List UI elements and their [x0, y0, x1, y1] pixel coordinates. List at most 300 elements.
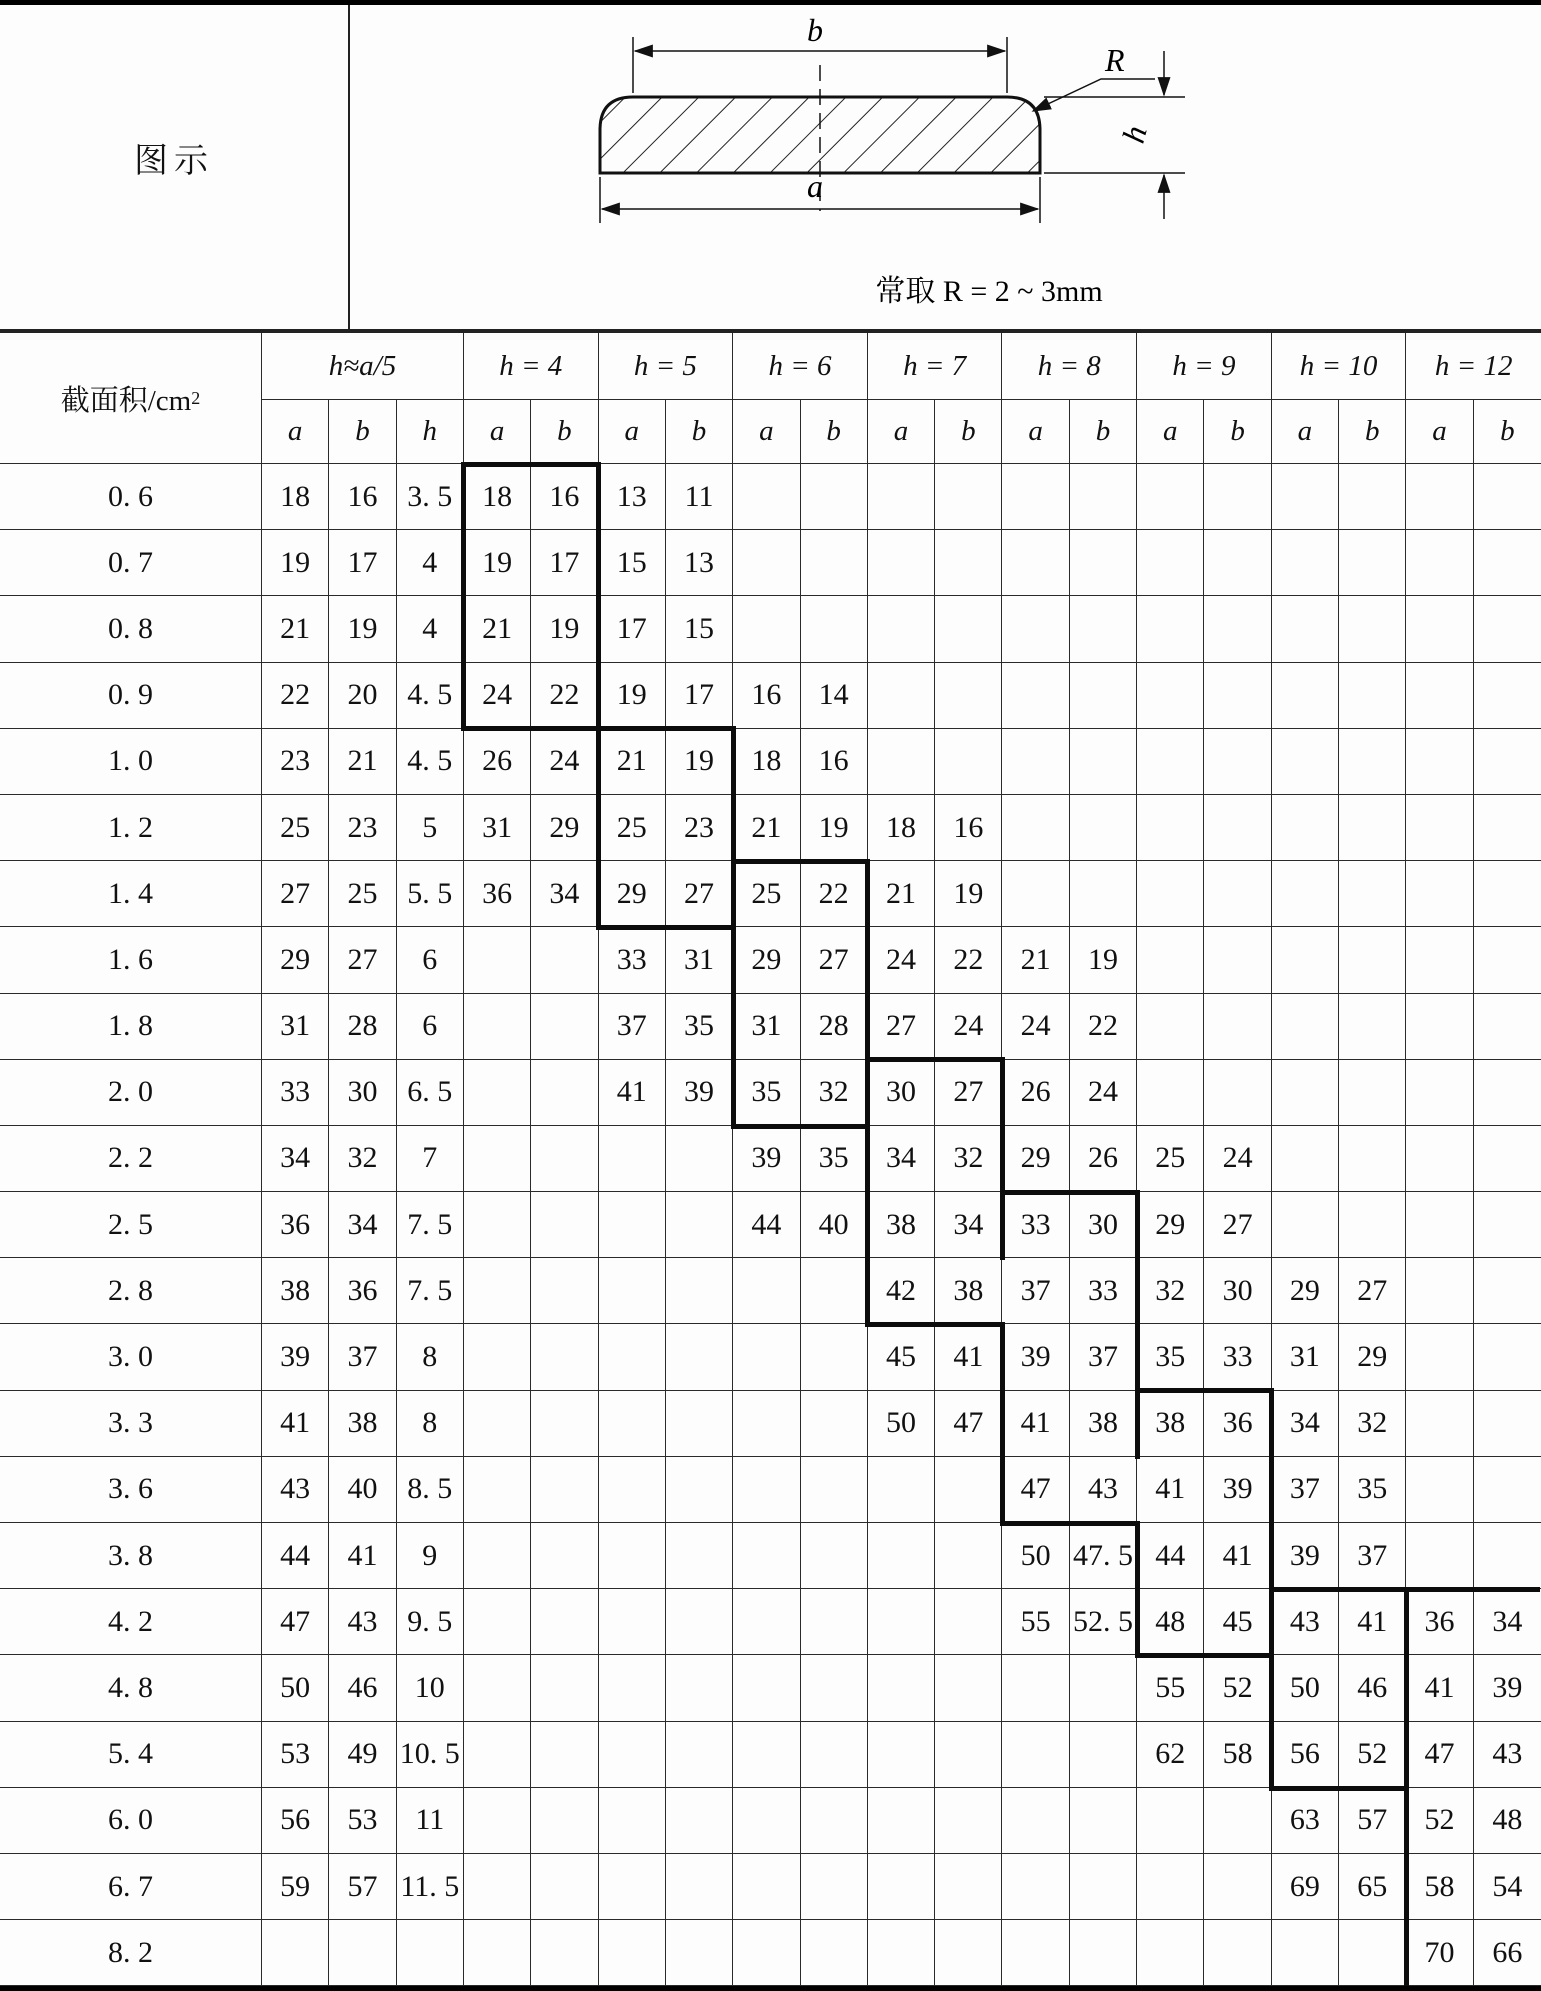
table-cell: [1204, 729, 1271, 795]
table-cell: [1406, 1126, 1473, 1192]
table-cell: 41: [329, 1523, 396, 1589]
table-cell: [801, 1920, 868, 1986]
table-cell: [1406, 596, 1473, 662]
table-cell: 41: [599, 1060, 666, 1126]
table-cell: 41: [1339, 1589, 1406, 1655]
table-cell: 43: [262, 1457, 329, 1523]
table-cell: [1474, 1192, 1541, 1258]
staircase-thick-line: [1404, 1654, 1409, 1724]
table-cell: 46: [329, 1655, 396, 1721]
staircase-thick-line: [1404, 1587, 1409, 1657]
staircase-thick-line: [865, 925, 870, 995]
table-cell: [1070, 1920, 1137, 1986]
table-cell: [666, 1854, 733, 1920]
table-cell: 45: [1204, 1589, 1271, 1655]
table-cell: 57: [1339, 1788, 1406, 1854]
table-cell: [733, 1589, 800, 1655]
row-label: 1. 0: [0, 729, 262, 795]
table-cell: 18: [262, 464, 329, 530]
table-cell: 52: [1204, 1655, 1271, 1721]
area-column-header: 截面积/cm 2: [0, 333, 262, 464]
group-header-h5: h = 5: [599, 333, 734, 400]
table-cell: [1002, 464, 1069, 530]
sub-header: a: [733, 400, 800, 464]
table-cell: 4. 5: [397, 729, 464, 795]
table-cell: 11. 5: [397, 1854, 464, 1920]
table-cell: [1137, 530, 1204, 596]
table-cell: 38: [1137, 1391, 1204, 1457]
row-label: 1. 4: [0, 861, 262, 927]
table-cell: [1406, 927, 1473, 993]
staircase-thick-line: [596, 793, 601, 863]
table-cell: 35: [733, 1060, 800, 1126]
table-cell: [1002, 663, 1069, 729]
staircase-thick-line: [865, 992, 870, 1062]
table-cell: 47: [1002, 1457, 1069, 1523]
table-cell: [531, 1589, 598, 1655]
table-cell: 23: [329, 795, 396, 861]
diagram-section-label: 图示: [134, 143, 214, 180]
table-cell: 33: [1002, 1192, 1069, 1258]
staircase-thick-line: [865, 1190, 870, 1260]
table-cell: [464, 1192, 531, 1258]
table-cell: [733, 1722, 800, 1788]
table-cell: [1406, 1457, 1473, 1523]
sub-header: a: [1137, 400, 1204, 464]
row-label: 3. 3: [0, 1391, 262, 1457]
sub-header: b: [666, 400, 733, 464]
row-label: 0. 8: [0, 596, 262, 662]
staircase-thick-line: [1000, 1124, 1005, 1194]
table-cell: 39: [1272, 1523, 1339, 1589]
table-cell: [464, 927, 531, 993]
table-cell: 16: [733, 663, 800, 729]
table-cell: [1137, 861, 1204, 927]
row-label: 3. 6: [0, 1457, 262, 1523]
table-cell: 19: [531, 596, 598, 662]
table-cell: [1137, 795, 1204, 861]
table-cell: [1137, 596, 1204, 662]
table-cell: [1204, 795, 1271, 861]
sub-header: a: [1272, 400, 1339, 464]
table-cell: [868, 729, 935, 795]
table-cell: 33: [599, 927, 666, 993]
table-cell: 39: [1002, 1324, 1069, 1390]
table-cell: [868, 1523, 935, 1589]
table-cell: [1272, 927, 1339, 993]
table-cell: 10. 5: [397, 1722, 464, 1788]
staircase-thick-line: [1269, 1521, 1274, 1591]
table-cell: 49: [329, 1722, 396, 1788]
table-cell: [1002, 1722, 1069, 1788]
table-cell: [801, 530, 868, 596]
table-cell: [1002, 1788, 1069, 1854]
table-cell: [1406, 1324, 1473, 1390]
table-cell: 25: [329, 861, 396, 927]
table-cell: 62: [1137, 1722, 1204, 1788]
table-cell: [1070, 530, 1137, 596]
table-cell: 38: [868, 1192, 935, 1258]
table-cell: 29: [1339, 1324, 1406, 1390]
table-cell: 9. 5: [397, 1589, 464, 1655]
table-cell: [1137, 464, 1204, 530]
table-cell: 17: [666, 663, 733, 729]
table-cell: 21: [329, 729, 396, 795]
table-cell: 33: [262, 1060, 329, 1126]
staircase-thick-line: [1135, 1521, 1140, 1591]
staircase-thick-line: [1404, 1720, 1409, 1790]
table-cell: 41: [262, 1391, 329, 1457]
table-cell: [464, 1589, 531, 1655]
table-cell: [531, 1126, 598, 1192]
staircase-thick-line: [1269, 1587, 1540, 1592]
table-cell: 27: [801, 927, 868, 993]
staircase-thick-line: [1000, 1521, 1140, 1526]
table-cell: [1406, 795, 1473, 861]
table-cell: [801, 1391, 868, 1457]
table-cell: 37: [1070, 1324, 1137, 1390]
staircase-thick-line: [461, 462, 466, 532]
group-header-h12: h = 12: [1406, 333, 1541, 400]
table-cell: [868, 530, 935, 596]
group-header-ha5: h≈a/5: [262, 333, 464, 400]
table-cell: 21: [599, 729, 666, 795]
a-dimension-label: a: [807, 168, 823, 204]
staircase-thick-line: [1269, 1786, 1409, 1791]
table-cell: 32: [801, 1060, 868, 1126]
staircase-thick-line: [1135, 1388, 1275, 1393]
table-cell: [666, 1457, 733, 1523]
table-cell: 32: [329, 1126, 396, 1192]
table-cell: [1272, 663, 1339, 729]
table-cell: 26: [464, 729, 531, 795]
sub-header: b: [329, 400, 396, 464]
table-cell: [868, 1854, 935, 1920]
table-cell: [1272, 795, 1339, 861]
table-cell: 27: [935, 1060, 1002, 1126]
staircase-thick-line: [1269, 1455, 1274, 1525]
table-cell: 44: [1137, 1523, 1204, 1589]
sub-header: a: [464, 400, 531, 464]
table-cell: [329, 1920, 396, 1986]
table-cell: [1070, 596, 1137, 662]
table-cell: 58: [1406, 1854, 1473, 1920]
table-cell: [666, 1258, 733, 1324]
table-cell: [1474, 1391, 1541, 1457]
table-cell: 42: [868, 1258, 935, 1324]
table-cell: 6: [397, 927, 464, 993]
table-cell: [935, 596, 1002, 662]
staircase-thick-line: [596, 925, 736, 930]
table-cell: [666, 1788, 733, 1854]
table-cell: 70: [1406, 1920, 1473, 1986]
row-label: 2. 8: [0, 1258, 262, 1324]
table-cell: 29: [1272, 1258, 1339, 1324]
table-cell: [733, 1655, 800, 1721]
table-cell: [1002, 1920, 1069, 1986]
table-cell: 29: [733, 927, 800, 993]
table-cell: [1474, 1258, 1541, 1324]
sub-header: a: [1406, 400, 1473, 464]
table-cell: 41: [935, 1324, 1002, 1390]
table-cell: [935, 1655, 1002, 1721]
table-cell: 27: [1204, 1192, 1271, 1258]
sub-header: b: [1204, 400, 1271, 464]
table-cell: [1474, 1324, 1541, 1390]
row-label: 0. 7: [0, 530, 262, 596]
table-cell: [733, 596, 800, 662]
table-cell: 19: [801, 795, 868, 861]
table-cell: 34: [1272, 1391, 1339, 1457]
table-cell: [935, 464, 1002, 530]
table-cell: [1070, 663, 1137, 729]
table-cell: [1070, 1854, 1137, 1920]
table-cell: [1474, 729, 1541, 795]
table-cell: 25: [599, 795, 666, 861]
table-cell: 31: [666, 927, 733, 993]
table-cell: 31: [733, 994, 800, 1060]
table-cell: 38: [935, 1258, 1002, 1324]
table-cell: 24: [464, 663, 531, 729]
table-cell: [868, 1920, 935, 1986]
table-cell: 30: [329, 1060, 396, 1126]
table-cell: [935, 1788, 1002, 1854]
table-cell: [733, 1391, 800, 1457]
table-cell: 16: [329, 464, 396, 530]
row-label: 0. 9: [0, 663, 262, 729]
table-cell: 19: [666, 729, 733, 795]
sub-header: h: [397, 400, 464, 464]
staircase-thick-line: [1404, 1918, 1409, 1986]
row-label: 1. 2: [0, 795, 262, 861]
table-cell: 21: [262, 596, 329, 662]
table-cell: [464, 1060, 531, 1126]
table-cell: [1339, 596, 1406, 662]
table-cell: [801, 1258, 868, 1324]
table-cell: [1406, 464, 1473, 530]
table-cell: [1272, 530, 1339, 596]
table-cell: [1339, 464, 1406, 530]
table-cell: 34: [935, 1192, 1002, 1258]
table-cell: 31: [464, 795, 531, 861]
table-cell: [1474, 530, 1541, 596]
staircase-thick-line: [461, 594, 466, 664]
table-cell: 34: [262, 1126, 329, 1192]
staircase-thick-line: [731, 1058, 736, 1128]
table-cell: [868, 1788, 935, 1854]
table-cell: 26: [1070, 1126, 1137, 1192]
table-cell: [1474, 1457, 1541, 1523]
table-cell: 22: [531, 663, 598, 729]
table-cell: 48: [1137, 1589, 1204, 1655]
table-cell: [531, 1655, 598, 1721]
table-cell: 43: [1070, 1457, 1137, 1523]
table-cell: [935, 1854, 1002, 1920]
table-cell: [1204, 1920, 1271, 1986]
table-cell: [1272, 729, 1339, 795]
table-cell: [397, 1920, 464, 1986]
table-cell: [1406, 1060, 1473, 1126]
table-cell: 24: [1204, 1126, 1271, 1192]
group-header-h6: h = 6: [733, 333, 868, 400]
table-cell: 59: [262, 1854, 329, 1920]
table-cell: 5. 5: [397, 861, 464, 927]
table-cell: 47: [1406, 1722, 1473, 1788]
staircase-thick-line: [1135, 1323, 1140, 1393]
table-cell: 33: [1204, 1324, 1271, 1390]
table-cell: 38: [1070, 1391, 1137, 1457]
row-label: 6. 0: [0, 1788, 262, 1854]
spec-table: [0, 331, 1541, 1991]
table-cell: 16: [935, 795, 1002, 861]
table-cell: [1137, 729, 1204, 795]
table-cell: 19: [329, 596, 396, 662]
row-label: 2. 5: [0, 1192, 262, 1258]
group-header-h7: h = 7: [868, 333, 1003, 400]
table-cell: [1002, 1655, 1069, 1721]
staircase-thick-line: [865, 1322, 1005, 1327]
table-cell: [1137, 1854, 1204, 1920]
table-cell: [1339, 1192, 1406, 1258]
table-cell: 29: [262, 927, 329, 993]
staircase-thick-line: [461, 462, 601, 467]
table-cell: 35: [666, 994, 733, 1060]
table-cell: [801, 1457, 868, 1523]
sub-header: b: [935, 400, 1002, 464]
radius-label: R: [1105, 42, 1125, 78]
table-cell: 19: [262, 530, 329, 596]
table-cell: 29: [599, 861, 666, 927]
table-cell: 52. 5: [1070, 1589, 1137, 1655]
table-cell: 23: [666, 795, 733, 861]
staircase-thick-line: [596, 594, 601, 664]
table-cell: [1137, 1060, 1204, 1126]
table-cell: 25: [1137, 1126, 1204, 1192]
table-cell: 13: [599, 464, 666, 530]
table-cell: [1406, 1391, 1473, 1457]
table-cell: [464, 1457, 531, 1523]
table-cell: [464, 1655, 531, 1721]
table-cell: [935, 729, 1002, 795]
table-cell: [1070, 729, 1137, 795]
table-cell: 22: [801, 861, 868, 927]
table-cell: 43: [329, 1589, 396, 1655]
table-cell: [1204, 1788, 1271, 1854]
table-cell: [1474, 994, 1541, 1060]
table-cell: 19: [935, 861, 1002, 927]
table-cell: 18: [733, 729, 800, 795]
table-cell: [733, 1920, 800, 1986]
table-cell: [1204, 994, 1271, 1060]
table-cell: 28: [801, 994, 868, 1060]
table-cell: 8. 5: [397, 1457, 464, 1523]
sub-header: a: [262, 400, 329, 464]
table-cell: [531, 1258, 598, 1324]
table-cell: 41: [1002, 1391, 1069, 1457]
table-cell: [1070, 1722, 1137, 1788]
table-cell: 40: [329, 1457, 396, 1523]
table-cell: 35: [801, 1126, 868, 1192]
table-cell: 39: [1204, 1457, 1271, 1523]
group-header-h10: h = 10: [1272, 333, 1407, 400]
table-cell: 8: [397, 1324, 464, 1390]
table-cell: [1272, 1060, 1339, 1126]
table-cell: [464, 1722, 531, 1788]
sub-header: a: [599, 400, 666, 464]
staircase-thick-line: [1135, 1256, 1140, 1326]
table-cell: 47. 5: [1070, 1523, 1137, 1589]
staircase-thick-line: [1269, 1389, 1274, 1459]
table-cell: 19: [1070, 927, 1137, 993]
table-cell: [1204, 1060, 1271, 1126]
table-cell: 26: [1002, 1060, 1069, 1126]
table-cell: 6: [397, 994, 464, 1060]
table-cell: [1339, 795, 1406, 861]
staircase-thick-line: [731, 925, 736, 995]
table-cell: 48: [1474, 1788, 1541, 1854]
table-cell: 18: [868, 795, 935, 861]
table-cell: 38: [262, 1258, 329, 1324]
table-cell: 22: [1070, 994, 1137, 1060]
table-cell: 41: [1406, 1655, 1473, 1721]
table-cell: 28: [329, 994, 396, 1060]
table-cell: [1070, 1655, 1137, 1721]
table-cell: 3. 5: [397, 464, 464, 530]
sub-header: b: [1070, 400, 1137, 464]
table-cell: [1002, 530, 1069, 596]
table-cell: [531, 927, 598, 993]
table-cell: [935, 530, 1002, 596]
table-cell: [531, 1854, 598, 1920]
table-cell: [1272, 464, 1339, 530]
table-cell: 36: [1204, 1391, 1271, 1457]
table-cell: 39: [262, 1324, 329, 1390]
staircase-thick-line: [865, 1124, 870, 1194]
table-cell: 41: [1204, 1523, 1271, 1589]
table-cell: 35: [1339, 1457, 1406, 1523]
table-cell: [666, 1722, 733, 1788]
row-label: 2. 0: [0, 1060, 262, 1126]
staircase-thick-line: [731, 859, 871, 864]
table-cell: [868, 596, 935, 662]
table-cell: 39: [733, 1126, 800, 1192]
staircase-thick-line: [1404, 1786, 1409, 1856]
table-cell: [868, 1722, 935, 1788]
sub-header: b: [1339, 400, 1406, 464]
table-cell: [1406, 1258, 1473, 1324]
table-cell: [599, 1192, 666, 1258]
table-cell: [1474, 1523, 1541, 1589]
table-cell: 22: [262, 663, 329, 729]
row-label: 3. 8: [0, 1523, 262, 1589]
table-cell: [1474, 663, 1541, 729]
sub-header: b: [531, 400, 598, 464]
table-cell: [1339, 1060, 1406, 1126]
staircase-thick-line: [596, 727, 601, 797]
table-cell: [1002, 861, 1069, 927]
table-cell: 50: [1272, 1655, 1339, 1721]
table-cell: 15: [599, 530, 666, 596]
table-cell: [1339, 861, 1406, 927]
table-cell: [1070, 1788, 1137, 1854]
table-cell: 17: [599, 596, 666, 662]
table-cell: 47: [935, 1391, 1002, 1457]
b-dimension-label: b: [807, 12, 823, 48]
table-cell: 66: [1474, 1920, 1541, 1986]
table-cell: [599, 1589, 666, 1655]
table-cell: [1137, 927, 1204, 993]
staircase-thick-line: [731, 859, 736, 929]
